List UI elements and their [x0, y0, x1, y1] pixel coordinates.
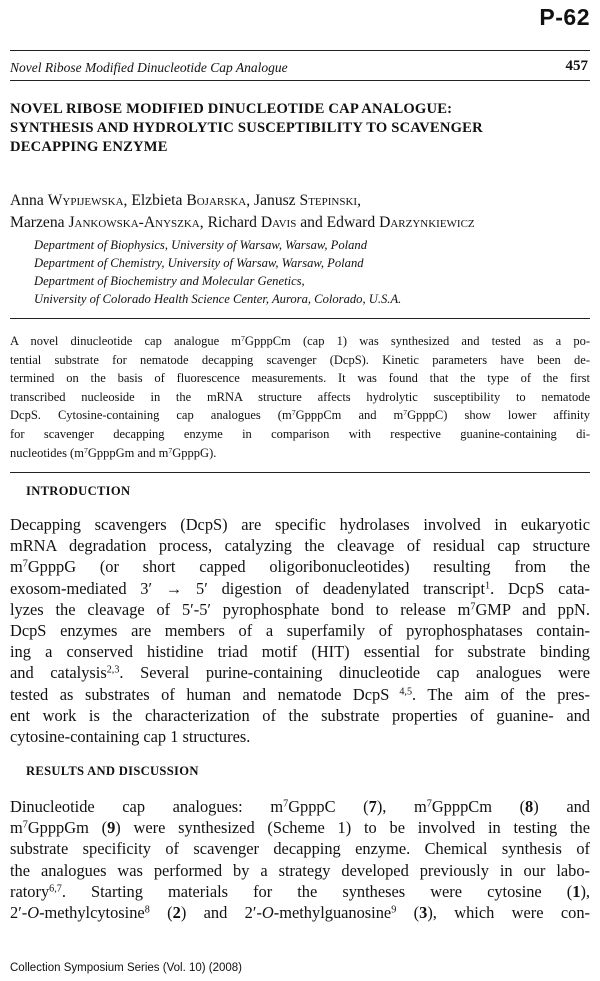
text: tested as substrates of human and nematode DcpS — [10, 684, 390, 704]
author-family-name: Wypijewska — [47, 192, 124, 209]
affiliation: Department of Chemistry, University of Warsaw, Warsaw, Poland — [34, 256, 364, 270]
title-line: NOVEL RIBOSE MODIFIED DINUCLEOTIDE CAP ANALOGUE: — [10, 101, 453, 117]
citation: 1 — [485, 580, 491, 592]
text: ) and 2′- — [180, 903, 262, 923]
text: and catalysis — [10, 663, 107, 683]
text: GMP and ppN. — [475, 599, 590, 619]
text: A novel dinucleotide cap analogue m — [10, 334, 242, 348]
author-line — [10, 212, 590, 234]
text: -methylcytosine — [39, 903, 145, 923]
italic-text: O — [261, 903, 274, 923]
superscript: 7 — [403, 408, 408, 418]
text: ), m — [376, 797, 427, 816]
author-given-name: Marzena — [10, 214, 69, 231]
author-family-name: Stepinski — [299, 192, 358, 209]
text: GpppC ( — [288, 797, 369, 816]
citation: 9 — [391, 904, 397, 916]
body-line: Decapping scavengers (DcpS) are specific hydrolases involved in eukaryotic — [10, 515, 590, 534]
superscript: 7 — [83, 445, 88, 455]
running-title: Novel Ribose Modified Dinucleotide Cap Analogue — [10, 60, 288, 75]
abstract-line: tential substrate for nematode decapping scavenger (DcpS). Kinetic parameters have been de- — [10, 352, 590, 367]
citation: 8 — [144, 904, 150, 916]
abstract-rule — [10, 318, 590, 319]
author-given-name: Richard — [207, 214, 261, 231]
abstract-line: termined on the basis of fluorescence measurements. It was found that the type of the first — [10, 371, 590, 386]
text: nucleotides (m — [10, 445, 84, 460]
author-given-name: Elzbieta — [131, 192, 187, 209]
author-separator: , — [199, 214, 208, 231]
text: ( — [396, 903, 420, 923]
compound-number: 7 — [368, 797, 377, 816]
text: DcpS. Cytosine-containing cap analogues (m — [10, 408, 292, 423]
text: . Several purine-containing dinucleotide cap analogues were — [119, 663, 590, 683]
superscript: 7 — [241, 333, 245, 343]
page-number: 457 — [565, 58, 588, 74]
abstract-line: transcribed nucleoside in the mRNA structure affects hydrolytic susceptibility to nematode — [10, 389, 590, 404]
body-line — [10, 599, 590, 620]
text: GpppGm and m — [87, 445, 169, 460]
abstract-line — [10, 332, 590, 351]
author-separator: , — [357, 192, 361, 209]
text: ), — [580, 881, 590, 901]
author-separator: and — [296, 214, 327, 231]
text: . Starting materials for the syntheses were cytosine ( — [61, 881, 573, 901]
text: ratory — [10, 881, 50, 901]
superscript: 7 — [168, 445, 173, 455]
citation: 4,5 — [389, 686, 413, 698]
text: GpppCm ( — [431, 797, 526, 816]
text: m — [10, 818, 23, 838]
superscript: 7 — [22, 819, 28, 831]
body-line — [10, 817, 590, 838]
author-given-name: Janusz — [254, 192, 300, 209]
affiliation: Department of Biophysics, University of Warsaw, Warsaw, Poland — [34, 238, 368, 252]
body-line — [10, 684, 590, 705]
superscript: 7 — [291, 408, 296, 418]
author-separator: , — [246, 192, 255, 209]
body-line — [10, 796, 590, 817]
text: Dinucleotide cap analogues: m — [10, 797, 284, 816]
body-line — [10, 902, 590, 923]
text: GpppCm and m — [295, 408, 404, 423]
text: GpppCm (cap 1) was synthesized and tested as a po- — [244, 334, 590, 348]
section-heading-results: RESULTS AND DISCUSSION — [26, 764, 199, 778]
affiliations — [34, 236, 574, 308]
affiliation: University of Colorado Health Science Center, Aurora, Colorado, U.S.A. — [34, 292, 402, 306]
body-line: ing a conserved histidine triad motif (HIT) essential for substrate binding — [10, 642, 590, 662]
author-given-name: Edward — [326, 214, 380, 231]
body-line: cytosine-containing cap 1 structures. — [10, 727, 251, 747]
text: . DcpS cata- — [490, 578, 591, 598]
running-title-rule — [10, 80, 590, 81]
text: lyzes the cleavage of 5′-5′ pyrophosphate bond to release m — [10, 599, 471, 619]
author-line — [10, 190, 590, 212]
author-list — [10, 190, 590, 234]
section-heading-introduction: INTRODUCTION — [26, 484, 131, 498]
compound-number: 8 — [525, 797, 534, 816]
text: ( — [149, 903, 173, 923]
footer-series: Collection Symposium Series (Vol. 10) (2008) — [10, 962, 243, 974]
body-line: mRNA degradation process, catalyzing the cleavage of residual cap structure — [10, 536, 590, 556]
compound-number: 9 — [107, 818, 116, 838]
abstract-line — [10, 444, 590, 463]
author-family-name: Bojarska — [186, 192, 247, 209]
body-line: the analogues was performed by a strategy developed previously in our labo- — [10, 860, 590, 880]
italic-text: O — [27, 903, 40, 923]
compound-number: 3 — [419, 903, 428, 923]
poster-code: P-62 — [539, 4, 590, 30]
body-line — [10, 556, 590, 577]
text: -methylguanosine — [273, 903, 392, 923]
affiliation: Department of Biochemistry and Molecular Genetics, — [34, 274, 305, 288]
author-family-name: Darzynkiewicz — [379, 214, 475, 231]
citation: 2,3 — [106, 664, 120, 676]
section-rule — [10, 472, 590, 473]
text: ) and — [533, 797, 590, 816]
superscript: 7 — [470, 601, 476, 613]
text: ) were synthesized (Scheme 1) to be involved in testing the — [115, 818, 590, 838]
body-line: substrate specificity of scavenger decapping enzyme. Chemical synthesis of — [10, 839, 590, 859]
text: ), which were con- — [427, 903, 591, 923]
author-family-name: Davis — [260, 214, 297, 231]
compound-number: 1 — [572, 881, 581, 901]
superscript: 7 — [22, 558, 28, 570]
text: GpppGm ( — [27, 818, 108, 838]
results-paragraph — [10, 796, 590, 923]
abstract — [10, 332, 590, 462]
abstract-line — [10, 406, 590, 425]
paper-title — [10, 100, 570, 157]
text: 2′- — [10, 903, 28, 923]
citation: 6,7 — [49, 883, 62, 895]
abstract-line: for scavenger decapping enzyme in comparison with respective guanine-containing di- — [10, 426, 590, 441]
author-given-name: Anna — [10, 192, 48, 209]
introduction-paragraph — [10, 514, 590, 747]
text: m — [10, 557, 23, 577]
title-line: DECAPPING ENZYME — [10, 139, 168, 155]
text: exosom-mediated 3′ → 5′ digestion of deadenylated transcript — [10, 578, 486, 598]
text: GpppC) show lower affinity — [407, 408, 590, 423]
body-line: DcpS enzymes are members of a superfamily of pyrophosphatases contain- — [10, 621, 590, 641]
body-line — [10, 578, 590, 599]
compound-number: 2 — [172, 903, 181, 923]
superscript: 7 — [426, 798, 432, 810]
text: GpppG). — [172, 445, 217, 460]
text: . The aim of the pres- — [412, 684, 590, 704]
header-rule — [10, 50, 590, 51]
author-separator: , — [123, 192, 132, 209]
body-line — [10, 662, 590, 683]
author-family-name: Jankowska-Anyszka — [68, 214, 200, 231]
superscript: 7 — [283, 798, 289, 810]
text: GpppG (or short capped oligoribonucleotides) resulting from the — [27, 557, 590, 577]
title-line: SYNTHESIS AND HYDROLYTIC SUSCEPTIBILITY TO SCAVENGER — [10, 120, 483, 136]
body-line: ent work is the characterization of the substrate properties of guanine- and — [10, 705, 590, 725]
body-line — [10, 881, 590, 902]
